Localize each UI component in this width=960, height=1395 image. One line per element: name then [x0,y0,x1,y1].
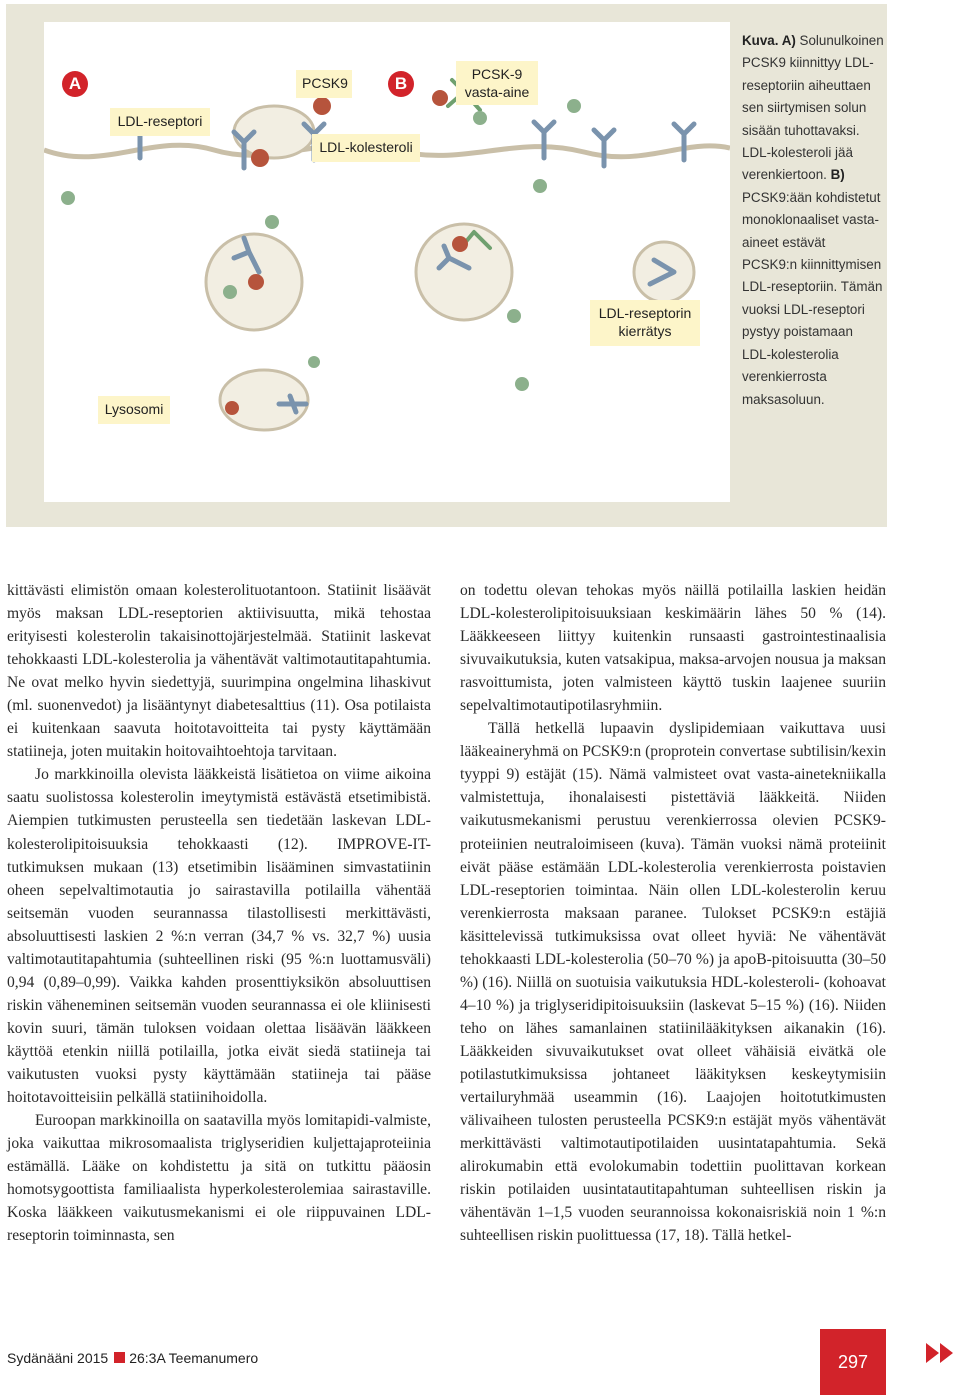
figure-illustration [44,22,730,502]
journal-name: Sydänääni 2015 [7,1350,109,1366]
ldl-receptor-5 [594,130,614,166]
left-paragraph-3: Euroopan markkinoilla on saatavilla myös lomitapidi-valmiste, joka vaikuttaa mikrosomaalista triglyseridien kuljettajaproteiinia estämällä. Lääke on kohdistettu ja sitä on tutkittu pääosin homotsygoottista familiaalista hyperkolesterolemiaa sairastaville. Koska lääkkeen vaikutusmekanismi ei ole riippuvainen LDL-reseptorin toiminnasta, sen [7,1112,431,1245]
ldl-receptor-label: LDL-reseptori [110,108,210,136]
pcsk9-1 [313,97,331,115]
pcsk9-label: PCSK9 [296,70,352,98]
pcsk9-3 [248,274,264,290]
lysosome-label: Lysosomi [98,396,170,424]
page-number: 297 [837,1352,869,1372]
pcsk9-6 [452,236,468,252]
pcsk9-5 [432,90,448,106]
lysosome-vesicle [220,370,308,430]
caption-lead-b: B) [826,167,845,183]
footer-journal [7,1350,258,1366]
left-paragraph-1: kittävästi elimistön omaan kolesterolituotantoon. Statiinit lisäävät myös maksan LDL-reseptorien aktiivisuutta, mikä tehostaa erityisesti kolesterolin takaisinottojärjestelmää. Statiinit laskevat tehokkaasti LDL-kolesterolia ja vähentävät valtimotautitapahtumia. Ne ovat melko hyvin siedettyjä, suurimpina ongelmina lihaskivut (ml. suonenvedot) ja lisääntynyt diabetesalttius (11). Osa potilaista ei kuitenkaan saavuta hoitotavoitteita tai pysty käyttämään statiineja, joten muitakin hoitovaihtoehtoja tarvitaan. [7,582,431,761]
caption-part-a: Solunulkoinen PCSK9 kiinnittyy LDL-reseptoriin aiheuttaen sen siirtymisen solun sisään tuhottavaksi. LDL-kolesteroli jää verenkiertoon. [742,33,884,183]
ldl-receptor-4 [534,122,554,158]
pcsk9-2 [251,149,269,167]
figure-frame [6,4,887,527]
issue-name: 26:3A Teemanumero [129,1350,259,1366]
right-column [460,579,886,1247]
caption-lead-a: Kuva. A) [742,33,796,48]
receptor-recycling-label: LDL-reseptorin kierrätys [590,300,700,346]
panel-a-badge: A [62,71,88,97]
left-paragraph-2: Jo markkinoilla olevista lääkkeistä lisätietoa on viime aikoina saatu suolistossa kolesterolin imeytymistä estävästä etsetimibistä. Aiempien tutkimusten perusteella sen tiedetään laskevan LDL-kolesterolipitoisuuksia tehokkaasti (12). IMPROVE-IT-tutkimuksen mukaan (13) etsetimibin lisääminen simvastatiinin oheen sepelvaltimotautia jo sairastavilla potilailla vähentää seitsemän vuoden seurannassa tilastollisesti merkittävästi, absoluuttisesti laskien 2 %:n verran (34,7 % vs. 32,7 %) uusia valtimotautitapahtumia (suhteellinen riski (95 %:n luottamusväli) 0,94 (0,89–0,99). Vaikka kahden prosenttiyksikön absoluuttisen riskin väheneminen seitsemän vuoden seurannassa ei ole kliinisesti kovin suuri, tämän tuloksen voidaan olettaa lisäävän lääkkeen käyttöä etenkin niillä potilailla, jotka eivät siedä statiineja tai vaikutusten vuoksi pysty käyttämään statiineja tai pääse hoitotavoitteisiin pelkällä statiinihoidolla. [7,766,431,1107]
footer-square-icon [114,1352,125,1363]
panel-b-badge: B [388,71,414,97]
pcsk9-antibody-label: PCSK-9 vasta-aine [456,61,538,105]
right-paragraph-1: on todettu olevan tehokas myös näillä potilailla laskien heidän LDL-kolesterolipitoisuuksiaan keskimäärin lähes 50 % (14). Lääkkeeseen liittyy kuitenkin runsaasti gastrointestinaalisia sivuvaikutuksia, kuten vatsakipua, maksa-arvojen nousua ja maksan rasvoittumista, joten valmisteen käyttö tuskin laajenee suuriin sepelvaltimotautipotilasryhmiin. [460,582,886,715]
right-paragraph-2: Tällä hetkellä lupaavin dyslipidemiaan vaikuttava uusi lääkeaineryhmä on PCSK9:n (proprotein convertase subtilisin/kexin tyyppi 9) estäjät (15). Nämä valmisteet ovat vasta-ainetekniikalla valmistettuja, ihonalaisesti pistettäviä lääkkeitä. Niiden vaikutusmekanismi perustuu verenkierrossa olevien PCSK9-proteiinien neutraloimiseen (kuva). Tämän vuoksi nämä proteiinit eivät pääse estämään LDL-kolesterolia verenkierrosta poistavien LDL-reseptorien toimintaa. Näin ollen LDL-kolesterolin keruu verenkierrosta maksaan paranee. Tulokset PCSK9:n estäjiä käsittelevissä tutkimuksissa ovat olleet hyviä: Ne vähentävät tehokkaasti LDL-kolesterolia (50–70 %) ja apoB-pitoisuutta (30–50 %) (16). Niillä on suotuisia vaikutuksia HDL-kolesteroli- (kohoavat 4–10 %) ja triglyseridipitoisuuksiin (laskevat 5–15 %) (16). Niiden teho on lähes samanlainen statiinilääkityksen aikanakin (16). Lääkkeiden sivuvaikutukset ovat olleet vähäisiä eivätkä ole potilastutkimuksissa johtaneet lääkityksen keskeytymisiin vertailuryhmää useammin (16). Laajojen hoitotutkimusten välivaiheen tulosten perusteella PCSK9:n estäjät myös vähentävät merkittävästi valtimotautipotilaiden uusintatapahtumia. Sekä alirokumabin että evolokumabin todettiin puolittavan korkean riskin potilaiden uusintatautitapahtuman suhteellisen riskin ja vähentävän 1–1,5 vuoden seurannoissa kokonaisriskiä noin 1 %:n suhteellisen riskin puolittuessa (17, 18). Tällä hetkel- [460,720,886,1245]
next-page-icon[interactable] [926,1343,956,1363]
ldl-receptor-6 [674,124,694,160]
caption-part-b: PCSK9:ään kohdistetut monoklonaaliset vasta-aineet estävät PCSK9:n kiinnittymisen LDL-reseptoriin. Tämän vuoksi LDL-reseptori pystyy poistamaan LDL-kolesterolia verenkierrosta maksasoluun. [742,189,883,407]
figure-caption [742,30,884,411]
pcsk9-mechanism-diagram [44,22,730,502]
recycling-vesicle [634,242,694,302]
ldl-cholesterol-label: LDL-kolesteroli [312,134,420,162]
left-column [7,579,431,1247]
pcsk9-4 [225,401,239,415]
